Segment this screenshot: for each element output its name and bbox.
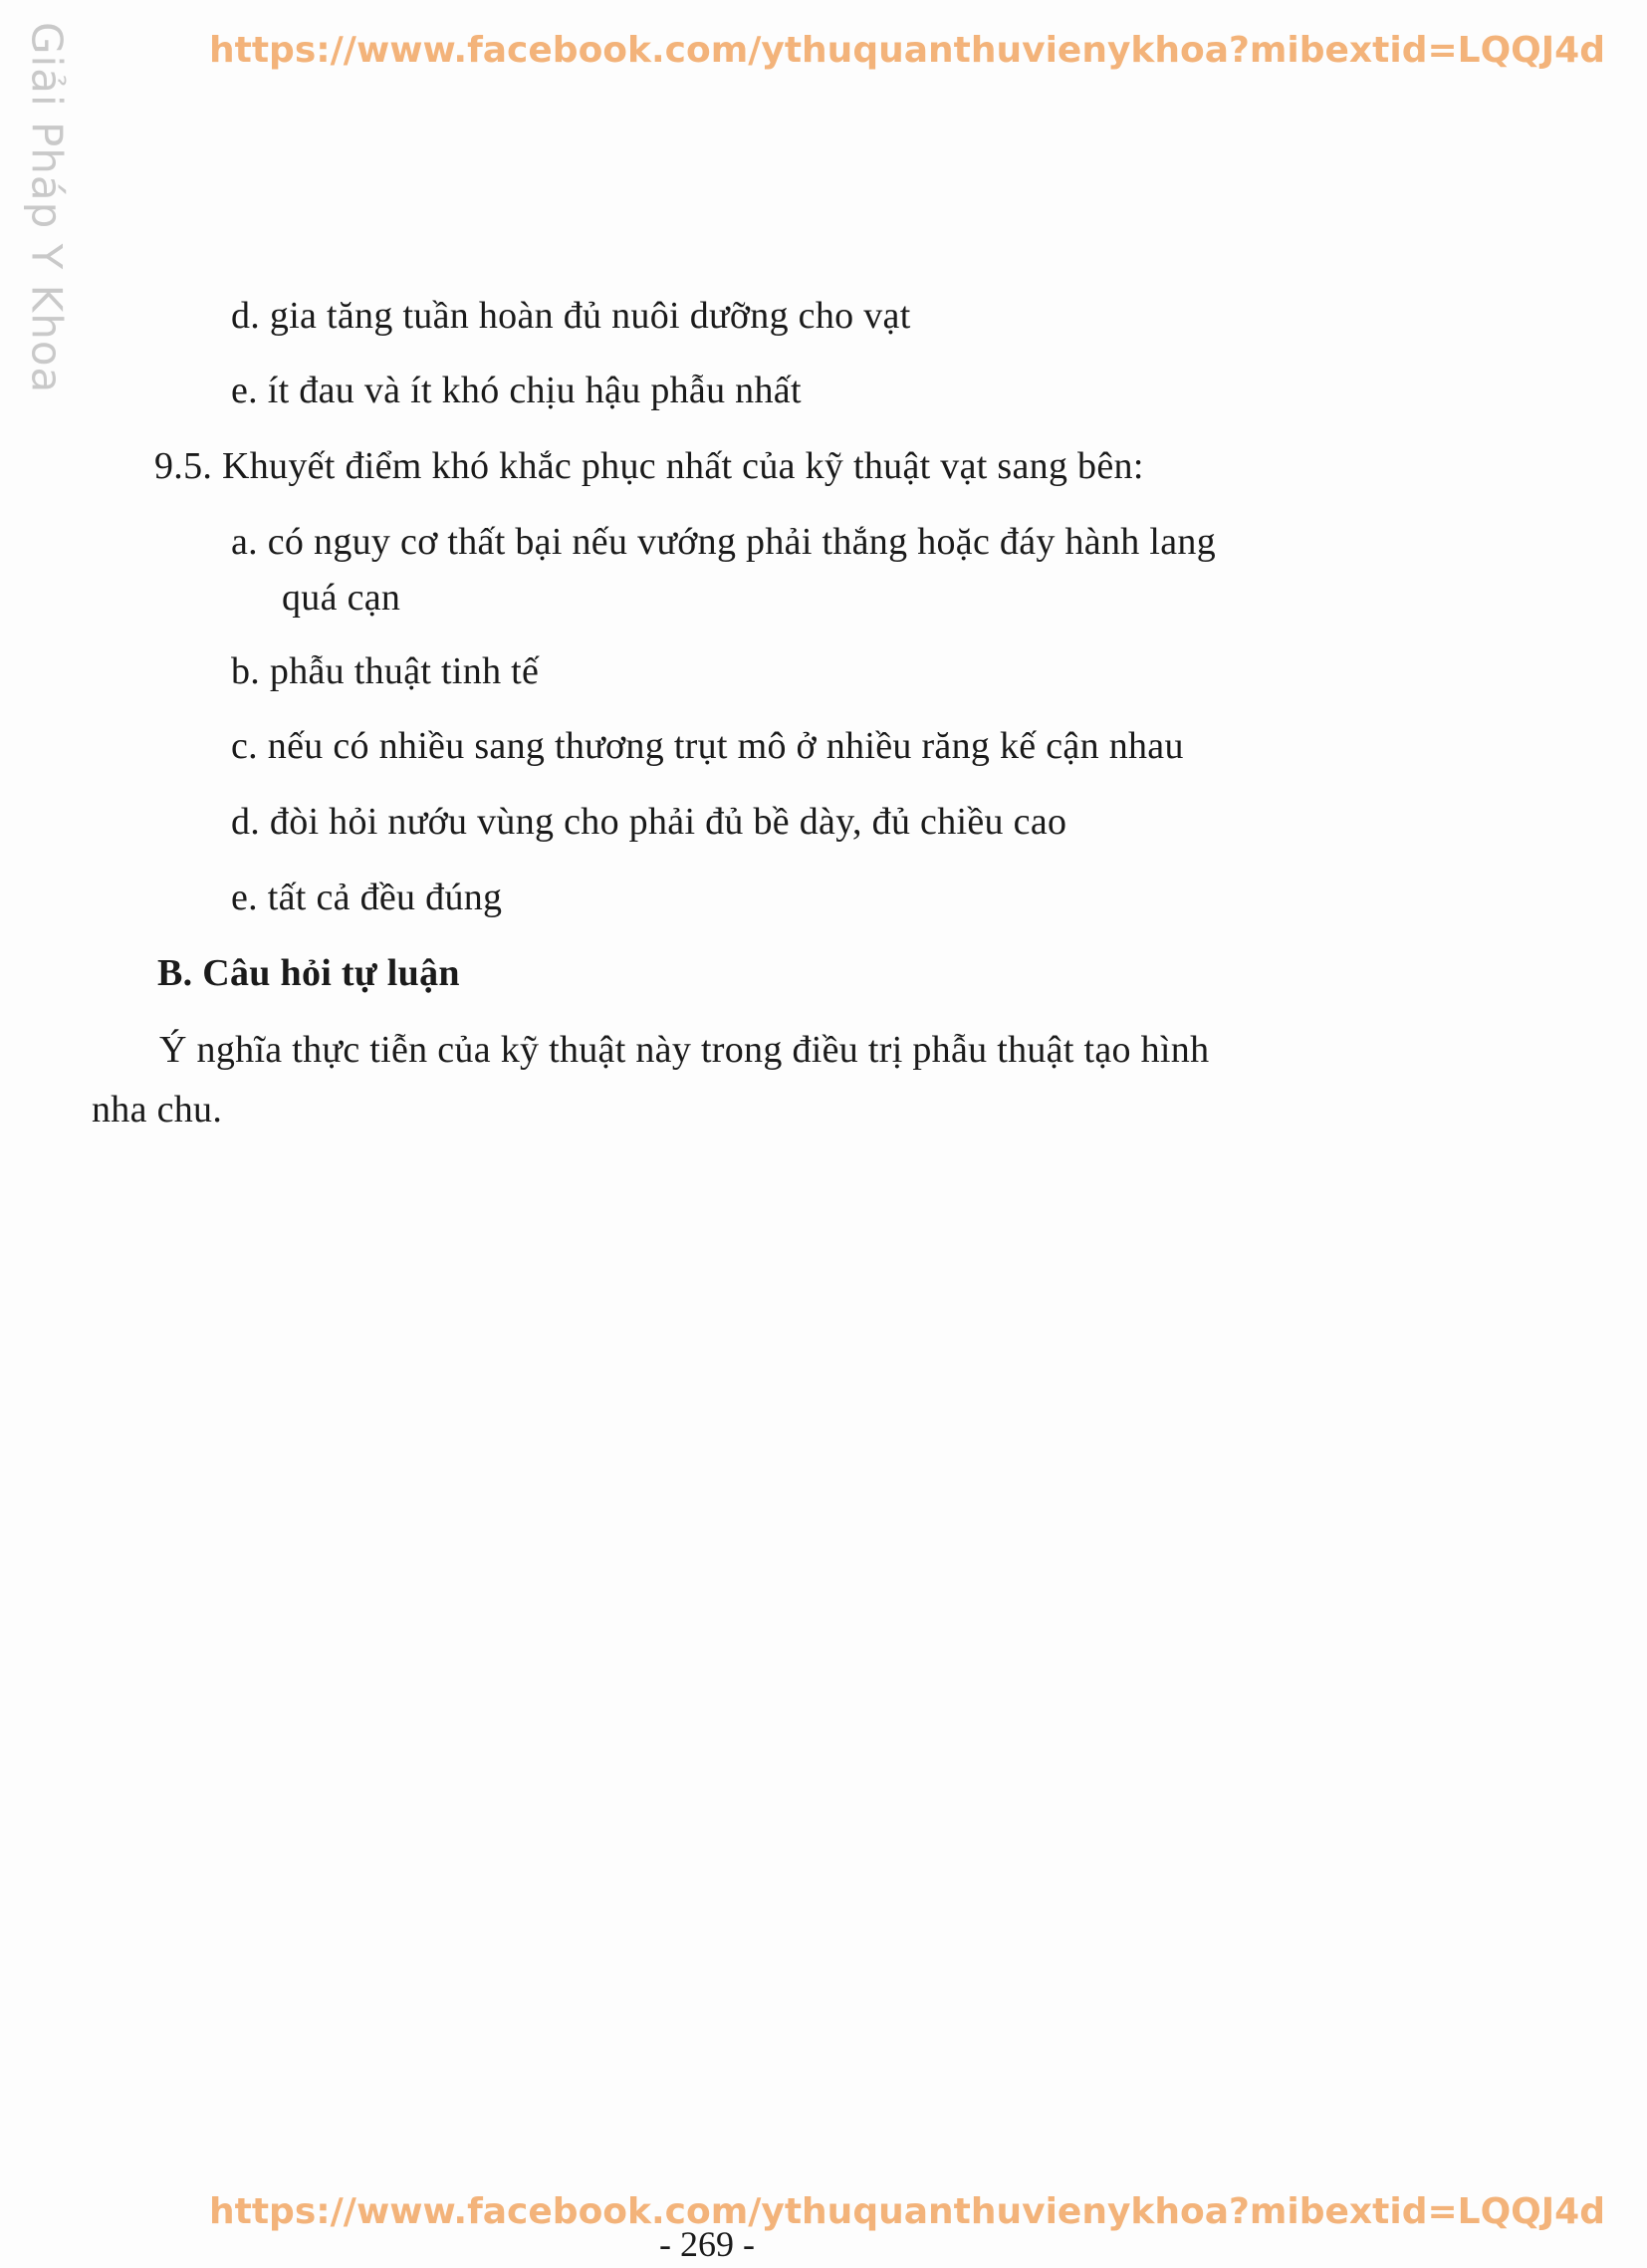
option-a-line2: quá cạn [282,577,401,619]
essay-question-line2: nha chu. [92,1089,223,1131]
side-watermark-text: Giải Pháp Y Khoa [22,22,72,394]
prev-option-d: d. gia tăng tuần hoàn đủ nuôi dưỡng cho vạt [231,295,911,337]
essay-question-line1: Ý nghĩa thực tiễn của kỹ thuật này trong điều trị phẫu thuật tạo hình [159,1029,1210,1071]
option-d: d. đòi hỏi nướu vùng cho phải đủ bề dày, đủ chiều cao [231,801,1067,843]
page-number: - 269 - [659,2224,755,2264]
side-watermark [22,22,72,394]
option-c: c. nếu có nhiều sang thương trụt mô ở nhiều răng kế cận nhau [231,725,1184,767]
page-number-container [0,2223,1414,2265]
bottom-watermark-url: https://www.facebook.com/ythuquanthuvienykhoa?mibextid=LQQJ4d [209,2191,1605,2232]
top-watermark-url: https://www.facebook.com/ythuquanthuvienykhoa?mibextid=LQQJ4d [209,30,1605,71]
option-a-line1: a. có nguy cơ thất bại nếu vướng phải thắng hoặc đáy hành lang [231,521,1216,563]
prev-option-e: e. ít đau và ít khó chịu hậu phẫu nhất [231,370,802,411]
section-heading: B. Câu hỏi tự luận [157,952,460,994]
option-b: b. phẫu thuật tinh tế [231,650,540,692]
option-e: e. tất cả đều đúng [231,877,503,918]
question-9-5: 9.5. Khuyết điểm khó khắc phục nhất của kỹ thuật vạt sang bên: [154,445,1144,487]
